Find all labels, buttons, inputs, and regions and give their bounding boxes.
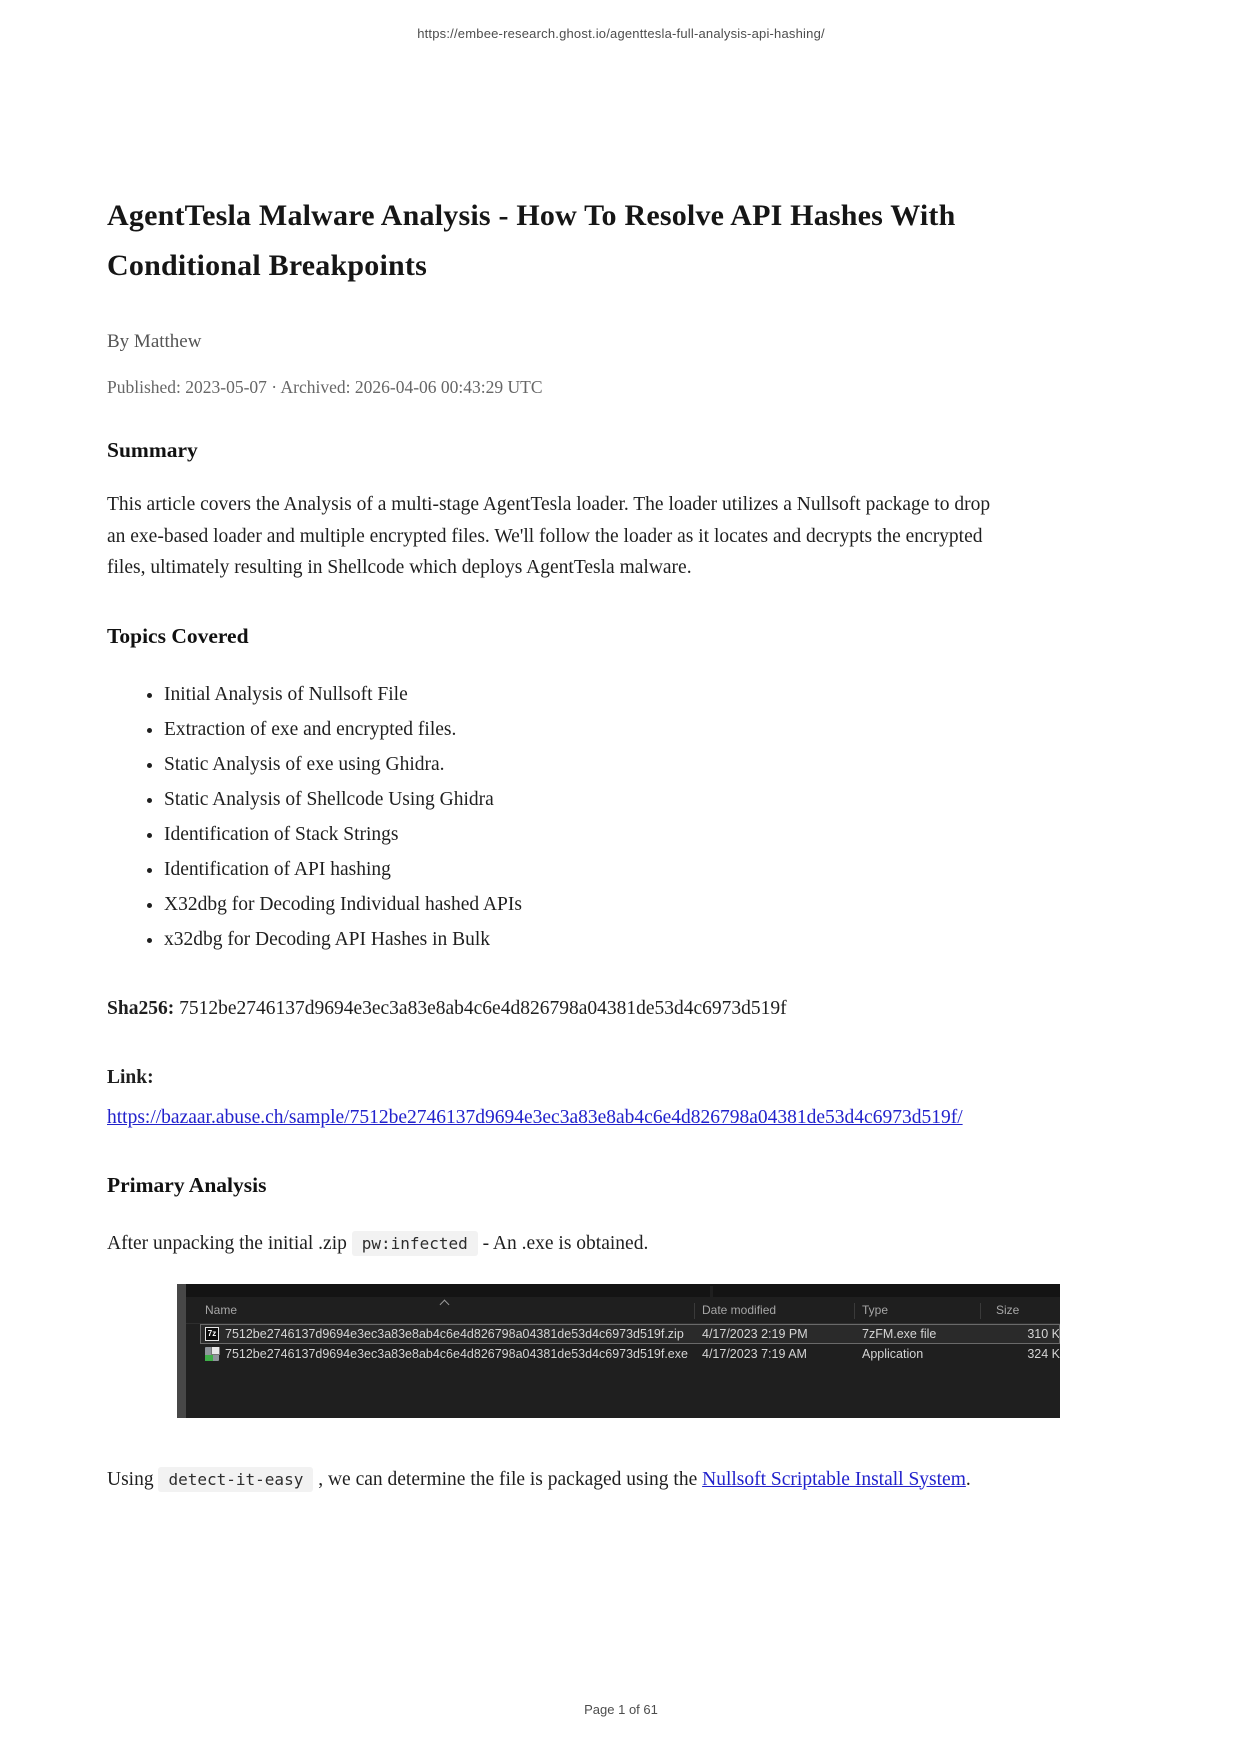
sha256-line bbox=[107, 993, 991, 1025]
file-name: 7512be2746137d9694e3ec3a83e8ab4c6e4d826798a04381de53d4c6973d519f.zip bbox=[225, 1326, 684, 1341]
list-item: • x32dbg for Decoding API Hashes in Bulk bbox=[164, 922, 991, 957]
list-item: • Initial Analysis of Nullsoft File bbox=[164, 677, 991, 712]
explorer-left-edge bbox=[177, 1284, 186, 1418]
detect-text-before: Using bbox=[107, 1468, 154, 1490]
table-row bbox=[186, 1344, 1060, 1364]
published-archived-meta: Published: 2023-05-07 · Archived: 2026-04-06 00:43:29 UTC bbox=[107, 377, 543, 397]
nullsoft-link[interactable]: Nullsoft Scriptable Install System bbox=[702, 1468, 966, 1490]
list-item: • Extraction of exe and encrypted files. bbox=[164, 712, 991, 747]
article bbox=[107, 191, 1060, 1495]
top-bar-divider bbox=[710, 1286, 713, 1297]
file-date-modified: 4/17/2023 2:19 PM bbox=[702, 1326, 808, 1341]
file-date-modified: 4/17/2023 7:19 AM bbox=[702, 1346, 807, 1361]
sha256-label: Sha256: bbox=[107, 997, 175, 1019]
detect-text-after: . bbox=[965, 1468, 971, 1490]
topics-heading: Topics Covered bbox=[107, 623, 249, 648]
list-item: • Static Analysis of Shellcode Using Ghidra bbox=[164, 782, 991, 817]
summary-heading: Summary bbox=[107, 438, 198, 462]
page-url: https://embee-research.ghost.io/agenttesla-full-analysis-api-hashing/ bbox=[417, 26, 825, 41]
detect-it-easy-code-chip: detect-it-easy bbox=[158, 1467, 313, 1492]
table-row bbox=[186, 1324, 1060, 1344]
file-type: Application bbox=[862, 1346, 924, 1361]
explorer-window bbox=[186, 1284, 1060, 1418]
column-header-date-modified: Date modified bbox=[702, 1303, 862, 1317]
pw-infected-code-chip: pw:infected bbox=[352, 1231, 478, 1256]
page-title: AgentTesla Malware Analysis - How To Resolve API Hashes With Conditional Breakpoints bbox=[107, 199, 956, 282]
summary-paragraph: This article covers the Analysis of a multi-stage AgentTesla loader. The loader utilizes a Nullsoft package to drop an exe-based loader and multiple encrypted files. We'll follow the loader as it locates and decrypts the encrypted files, ultimately resulting in Shellcode which deploys AgentTesla malware. bbox=[107, 494, 991, 578]
unpack-paragraph bbox=[107, 1228, 991, 1260]
link-label: Link: bbox=[107, 1067, 154, 1088]
list-item: • Static Analysis of exe using Ghidra. bbox=[164, 747, 991, 782]
explorer-column-headers bbox=[186, 1297, 1060, 1324]
explorer-top-bar bbox=[186, 1284, 1060, 1297]
page-number: Page 1 of 61 bbox=[584, 1702, 658, 1717]
file-size: 324 K bbox=[1027, 1346, 1060, 1361]
nsis-installer-icon bbox=[205, 1347, 219, 1361]
file-explorer-screenshot bbox=[177, 1284, 1060, 1418]
primary-analysis-heading: Primary Analysis bbox=[107, 1173, 267, 1197]
column-header-type: Type bbox=[862, 1303, 988, 1317]
unpack-text-after: - An .exe is obtained. bbox=[482, 1233, 649, 1254]
detect-text-middle: , we can determine the file is packaged using the bbox=[318, 1468, 698, 1490]
sample-link-line bbox=[107, 1102, 991, 1134]
detect-paragraph bbox=[107, 1464, 991, 1496]
topics-list bbox=[107, 677, 991, 957]
column-header-name: Name bbox=[205, 1302, 238, 1317]
list-item: • X32dbg for Decoding Individual hashed APIs bbox=[164, 887, 991, 922]
sha256-value: 7512be2746137d9694e3ec3a83e8ab4c6e4d826798a04381de53d4c6973d519f bbox=[179, 997, 787, 1019]
link-label-line bbox=[107, 1062, 991, 1094]
7zip-archive-icon: 7z bbox=[205, 1327, 219, 1341]
list-item: • Identification of API hashing bbox=[164, 852, 991, 887]
list-item: • Identification of Stack Strings bbox=[164, 817, 991, 852]
byline: By Matthew bbox=[107, 331, 202, 352]
file-size: 310 K bbox=[1027, 1326, 1060, 1341]
column-header-size: Size bbox=[988, 1303, 1060, 1317]
file-type: 7zFM.exe file bbox=[862, 1326, 937, 1341]
file-name: 7512be2746137d9694e3ec3a83e8ab4c6e4d826798a04381de53d4c6973d519f.exe bbox=[225, 1346, 688, 1361]
bazaar-sample-link[interactable]: https://bazaar.abuse.ch/sample/7512be2746137d9694e3ec3a83e8ab4c6e4d826798a04381de53d4c6973d519f/ bbox=[107, 1106, 963, 1128]
unpack-text-before: After unpacking the initial .zip bbox=[107, 1233, 347, 1254]
